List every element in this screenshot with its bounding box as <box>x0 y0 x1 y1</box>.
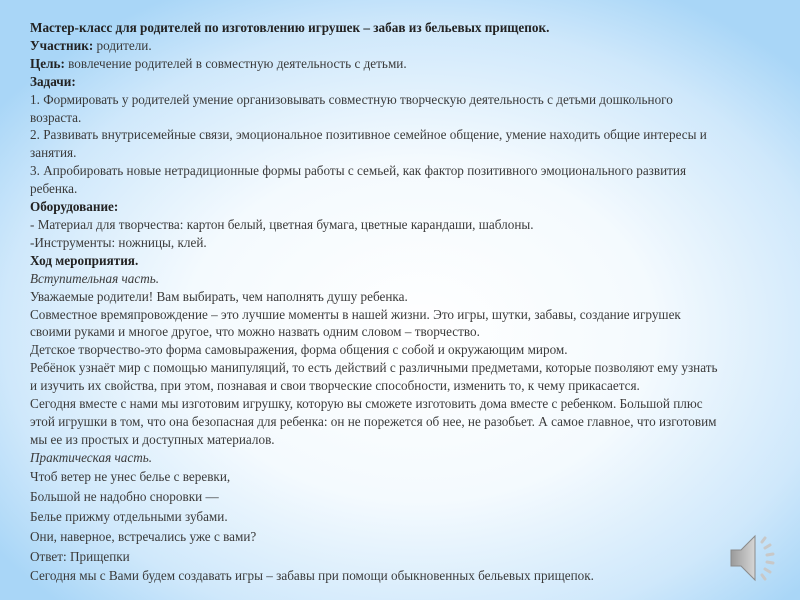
intro-line: своими руками и многое другое, что можно назвать одним словом – творчество. <box>30 324 480 340</box>
intro-line: Детское творчество-это форма самовыражения, форма общения с собой и окружающим миром. <box>30 342 568 358</box>
task-line: 3. Апробировать новые нетрадиционные формы работы с семьей, как фактор позитивного эмоционального развития <box>30 163 687 179</box>
participant-line <box>30 37 780 55</box>
poem-line: Белье прижму отдельными зубами. <box>30 508 228 524</box>
answer-line: Ответ: Прищепки <box>30 548 130 564</box>
participant-label: Участник: <box>30 37 94 53</box>
intro-line: этой игрушки в том, что она безопасная для ребенка: он не порежется об нее, не разобьет. А самое главное, что изготовим <box>30 413 717 429</box>
goal-line <box>30 55 780 73</box>
closing-line: Сегодня мы с Вами будем создавать игры – забавы при помощи обыкновенных бельевых прищепок. <box>30 567 594 583</box>
intro-line: Сегодня вместе с нами мы изготовим игрушку, которую вы сможете изготовить дома вместе с ребенком. Большой плюс <box>30 396 703 412</box>
equipment-line: - Материал для творчества: картон белый, цветная бумага, цветные карандаши, шаблоны. <box>30 216 534 232</box>
equipment-line: -Инструменты: ножницы, клей. <box>30 234 207 250</box>
task-line: 2. Развивать внутрисемейные связи, эмоциональное позитивное семейное общение, умение находить общие интересы и <box>30 127 707 143</box>
course-heading: Ход мероприятия. <box>30 252 139 268</box>
task-line: ребенка. <box>30 181 78 197</box>
intro-line: мы ее из простых и доступных материалов. <box>30 431 275 447</box>
intro-heading: Вступительная часть. <box>30 270 160 286</box>
poem-line: Они, наверное, встречались уже с вами? <box>30 528 257 544</box>
intro-line: Совместное времяпровождение – это лучшие моменты в нашей жизни. Это игры, шутки, забавы, создание игрушек <box>30 306 681 322</box>
practice-heading: Практическая часть. <box>30 449 153 465</box>
participant-value: родители. <box>93 37 152 53</box>
goal-label: Цель: <box>30 55 65 71</box>
task-line: 1. Формировать у родителей умение организовывать совместную творческую деятельность с детьми дошкольного <box>30 91 673 107</box>
intro-line: Уважаемые родители! Вам выбирать, чем наполнять душу ребенка. <box>30 288 408 304</box>
goal-value: вовлечение родителей в совместную деятельность с детьми. <box>64 55 407 71</box>
intro-line: и изучить их свойства, при этом, познавая и свои творческие способности, изменить то, к чему прикасается. <box>30 378 640 394</box>
tasks-heading: Задачи: <box>30 73 76 89</box>
intro-line: Ребёнок узнаёт мир с помощью манипуляций, то есть действий с различными предметами, которые позволяют ему узнать <box>30 360 718 376</box>
equipment-heading: Оборудование: <box>30 199 119 215</box>
task-line: возраста. <box>30 109 82 125</box>
slide-title: Мастер-класс для родителей по изготовлению игрушек – забав из бельевых прищепок. <box>30 20 550 35</box>
task-line: занятия. <box>30 145 77 161</box>
speaker-icon[interactable] <box>725 528 785 588</box>
slide-text <box>30 19 780 585</box>
poem-line: Большой не надобно сноровки — <box>30 488 219 504</box>
poem-line: Чтоб ветер не унес белье с веревки, <box>30 468 231 484</box>
